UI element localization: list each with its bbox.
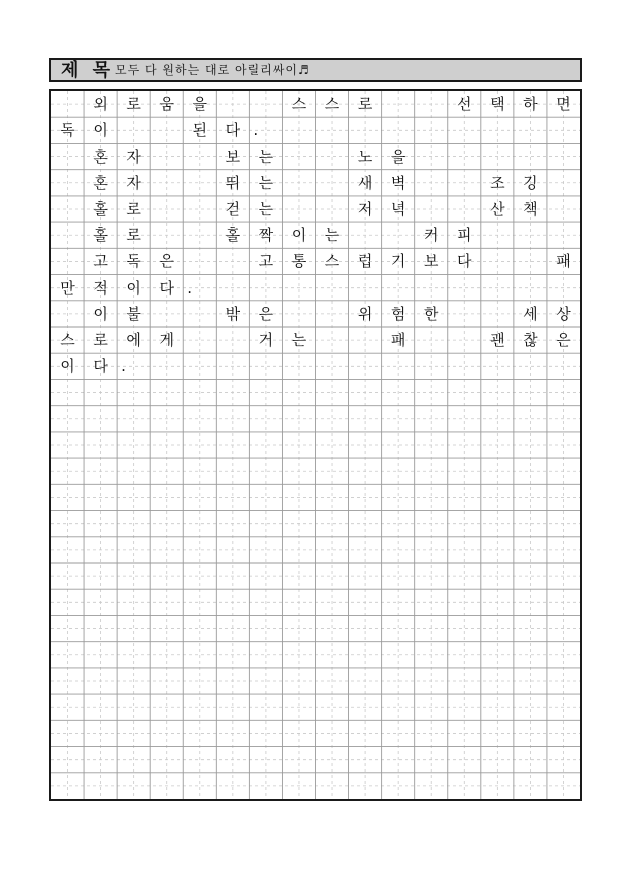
manuscript-cell: 불 [126,304,141,323]
manuscript-cell [117,119,150,141]
manuscript-cell: 이 [93,121,108,140]
manuscript-cell: 스 [291,95,307,114]
manuscript-cell [415,93,448,115]
title-bar [49,58,582,82]
manuscript-cell: 은 [556,331,571,350]
manuscript-cell [382,224,415,246]
manuscript-cell [183,146,216,168]
manuscript-cell: 책 [523,200,538,218]
manuscript-cell [150,303,183,325]
manuscript-cell: 짝 [258,226,274,245]
manuscript-cell: 을 [390,147,406,166]
manuscript-cell [316,172,349,194]
manuscript-cell: 외 [93,95,108,114]
manuscript-cell: 독 [126,252,141,271]
manuscript-cell [514,250,547,272]
manuscript-cell: . [253,121,259,140]
manuscript-cell: 홀 [93,226,108,245]
manuscript-cell [51,172,84,194]
manuscript-cell: . [187,278,193,297]
manuscript-cell: 만 [60,278,75,297]
manuscript-cell: 패 [556,252,571,271]
manuscript-cell: 험 [390,304,406,323]
manuscript-cell [316,146,349,168]
manuscript-cell: 걷 [225,200,241,218]
manuscript-cell [150,198,183,220]
manuscript-cell: 자 [126,147,141,166]
manuscript-cell: 고 [93,252,108,271]
manuscript-cell: 로 [93,331,108,350]
manuscript-paper [49,89,582,801]
manuscript-cell: 럽 [357,252,373,271]
manuscript-cell: 움 [159,95,174,114]
manuscript-cell: 저 [357,200,373,218]
manuscript-cell: 피 [457,226,472,245]
manuscript-cell: . [121,357,126,376]
manuscript-cell: 괜 [490,331,505,350]
manuscript-cell [51,146,84,168]
manuscript-cell [216,250,249,272]
manuscript-cell: 는 [291,331,307,350]
manuscript-cell: 커 [423,226,439,245]
manuscript-cell [448,329,481,351]
manuscript-cell: 스 [60,331,75,350]
manuscript-cell [51,224,84,246]
manuscript-cell: 상 [556,304,571,323]
manuscript-cell [316,329,349,351]
manuscript-cell [51,93,84,115]
manuscript-cell: 면 [556,95,571,114]
manuscript-cell: 된 [192,121,208,140]
manuscript-cell: 이 [60,357,75,376]
manuscript-cell: 이 [93,304,108,323]
manuscript-cell: 는 [258,147,274,166]
manuscript-cell: 는 [258,173,274,192]
manuscript-cell: 독 [60,121,75,140]
manuscript-cell: 찮 [523,331,538,350]
manuscript-cell: 자 [126,173,141,192]
manuscript-cell: 은 [258,304,274,323]
manuscript-cell: 이 [126,278,141,297]
manuscript-cell: 다 [93,357,108,376]
manuscript-cell [448,303,481,325]
manuscript-cell [316,198,349,220]
manuscript-cell [183,303,216,325]
manuscript-cell [349,224,382,246]
manuscript-cell [51,198,84,220]
manuscript-cell: 깅 [523,173,538,192]
manuscript-cell: 보 [423,252,439,271]
title-label: 제 목 [61,60,115,81]
manuscript-cell: 스 [324,95,340,114]
manuscript-cell [150,146,183,168]
manuscript-cell [249,93,282,115]
manuscript-cell: 노 [357,147,373,166]
manuscript-cell: 한 [423,304,439,323]
manuscript-cell: 위 [357,304,373,323]
manuscript-cell: 홀 [225,226,241,245]
manuscript-cell: 게 [159,331,174,350]
manuscript-cell [51,303,84,325]
manuscript-cell: 조 [490,173,505,192]
manuscript-cell [481,250,514,272]
manuscript-cell: 산 [490,200,505,218]
manuscript-cell [216,93,249,115]
manuscript-cell [183,224,216,246]
manuscript-cell: 는 [258,200,274,218]
manuscript-cell [183,198,216,220]
manuscript-cell: 뛰 [225,173,241,192]
manuscript-cell: 세 [523,304,538,323]
title-text: 모두 다 원하는 대로 아릴리싸이♬ [115,63,310,77]
manuscript-cell [150,172,183,194]
manuscript-cell: 혼 [93,147,108,166]
manuscript-cell: 홀 [93,200,108,218]
manuscript-cell [382,93,415,115]
manuscript-cell: 벽 [390,173,406,192]
manuscript-cell: 에 [126,331,141,350]
manuscript-cell: 새 [357,173,373,192]
manuscript-cell: 밖 [225,304,241,323]
manuscript-cell: 선 [457,95,472,114]
manuscript-cell [282,146,315,168]
manuscript-cell: 로 [357,95,373,114]
manuscript-cell: 스 [324,252,340,271]
manuscript-cell [415,172,448,194]
manuscript-cell: 녁 [390,200,406,218]
manuscript-cell: 다 [457,252,472,271]
manuscript-cell [183,172,216,194]
manuscript-cell: 기 [390,252,406,271]
manuscript-cell: 다 [225,121,241,140]
manuscript-cell: 이 [291,226,307,245]
manuscript-cell: 는 [324,226,340,245]
manuscript-cell: 로 [126,226,141,245]
manuscript-cell [216,329,249,351]
manuscript-cell: 거 [258,331,274,350]
manuscript-cell [51,250,84,272]
manuscript-cell: 적 [93,278,108,297]
manuscript-cell [349,329,382,351]
manuscript-cell [282,303,315,325]
manuscript-cell: 을 [192,95,208,114]
manuscript-cell [481,303,514,325]
manuscript-cell [448,198,481,220]
manuscript-cell: 패 [390,331,406,350]
manuscript-cell [415,198,448,220]
manuscript-cell: 로 [126,200,141,218]
manuscript-cell [150,224,183,246]
manuscript-cell: 다 [159,278,174,297]
manuscript-cell [183,329,216,351]
manuscript-cell: 통 [291,252,307,271]
manuscript-cell [316,303,349,325]
manuscript-cell [282,198,315,220]
manuscript-cell: 하 [523,95,538,114]
manuscript-cell: 고 [258,252,274,271]
manuscript-cell: 혼 [93,173,108,192]
manuscript-cell: 로 [126,95,141,114]
manuscript-cell: 택 [490,95,505,114]
manuscript-cell [282,172,315,194]
manuscript-cell [183,250,216,272]
manuscript-cell [415,329,448,351]
manuscript-cell: 은 [159,252,174,271]
manuscript-cell [150,119,183,141]
manuscript-text [51,91,580,799]
manuscript-cell [448,172,481,194]
manuscript-cell: 보 [225,147,241,166]
